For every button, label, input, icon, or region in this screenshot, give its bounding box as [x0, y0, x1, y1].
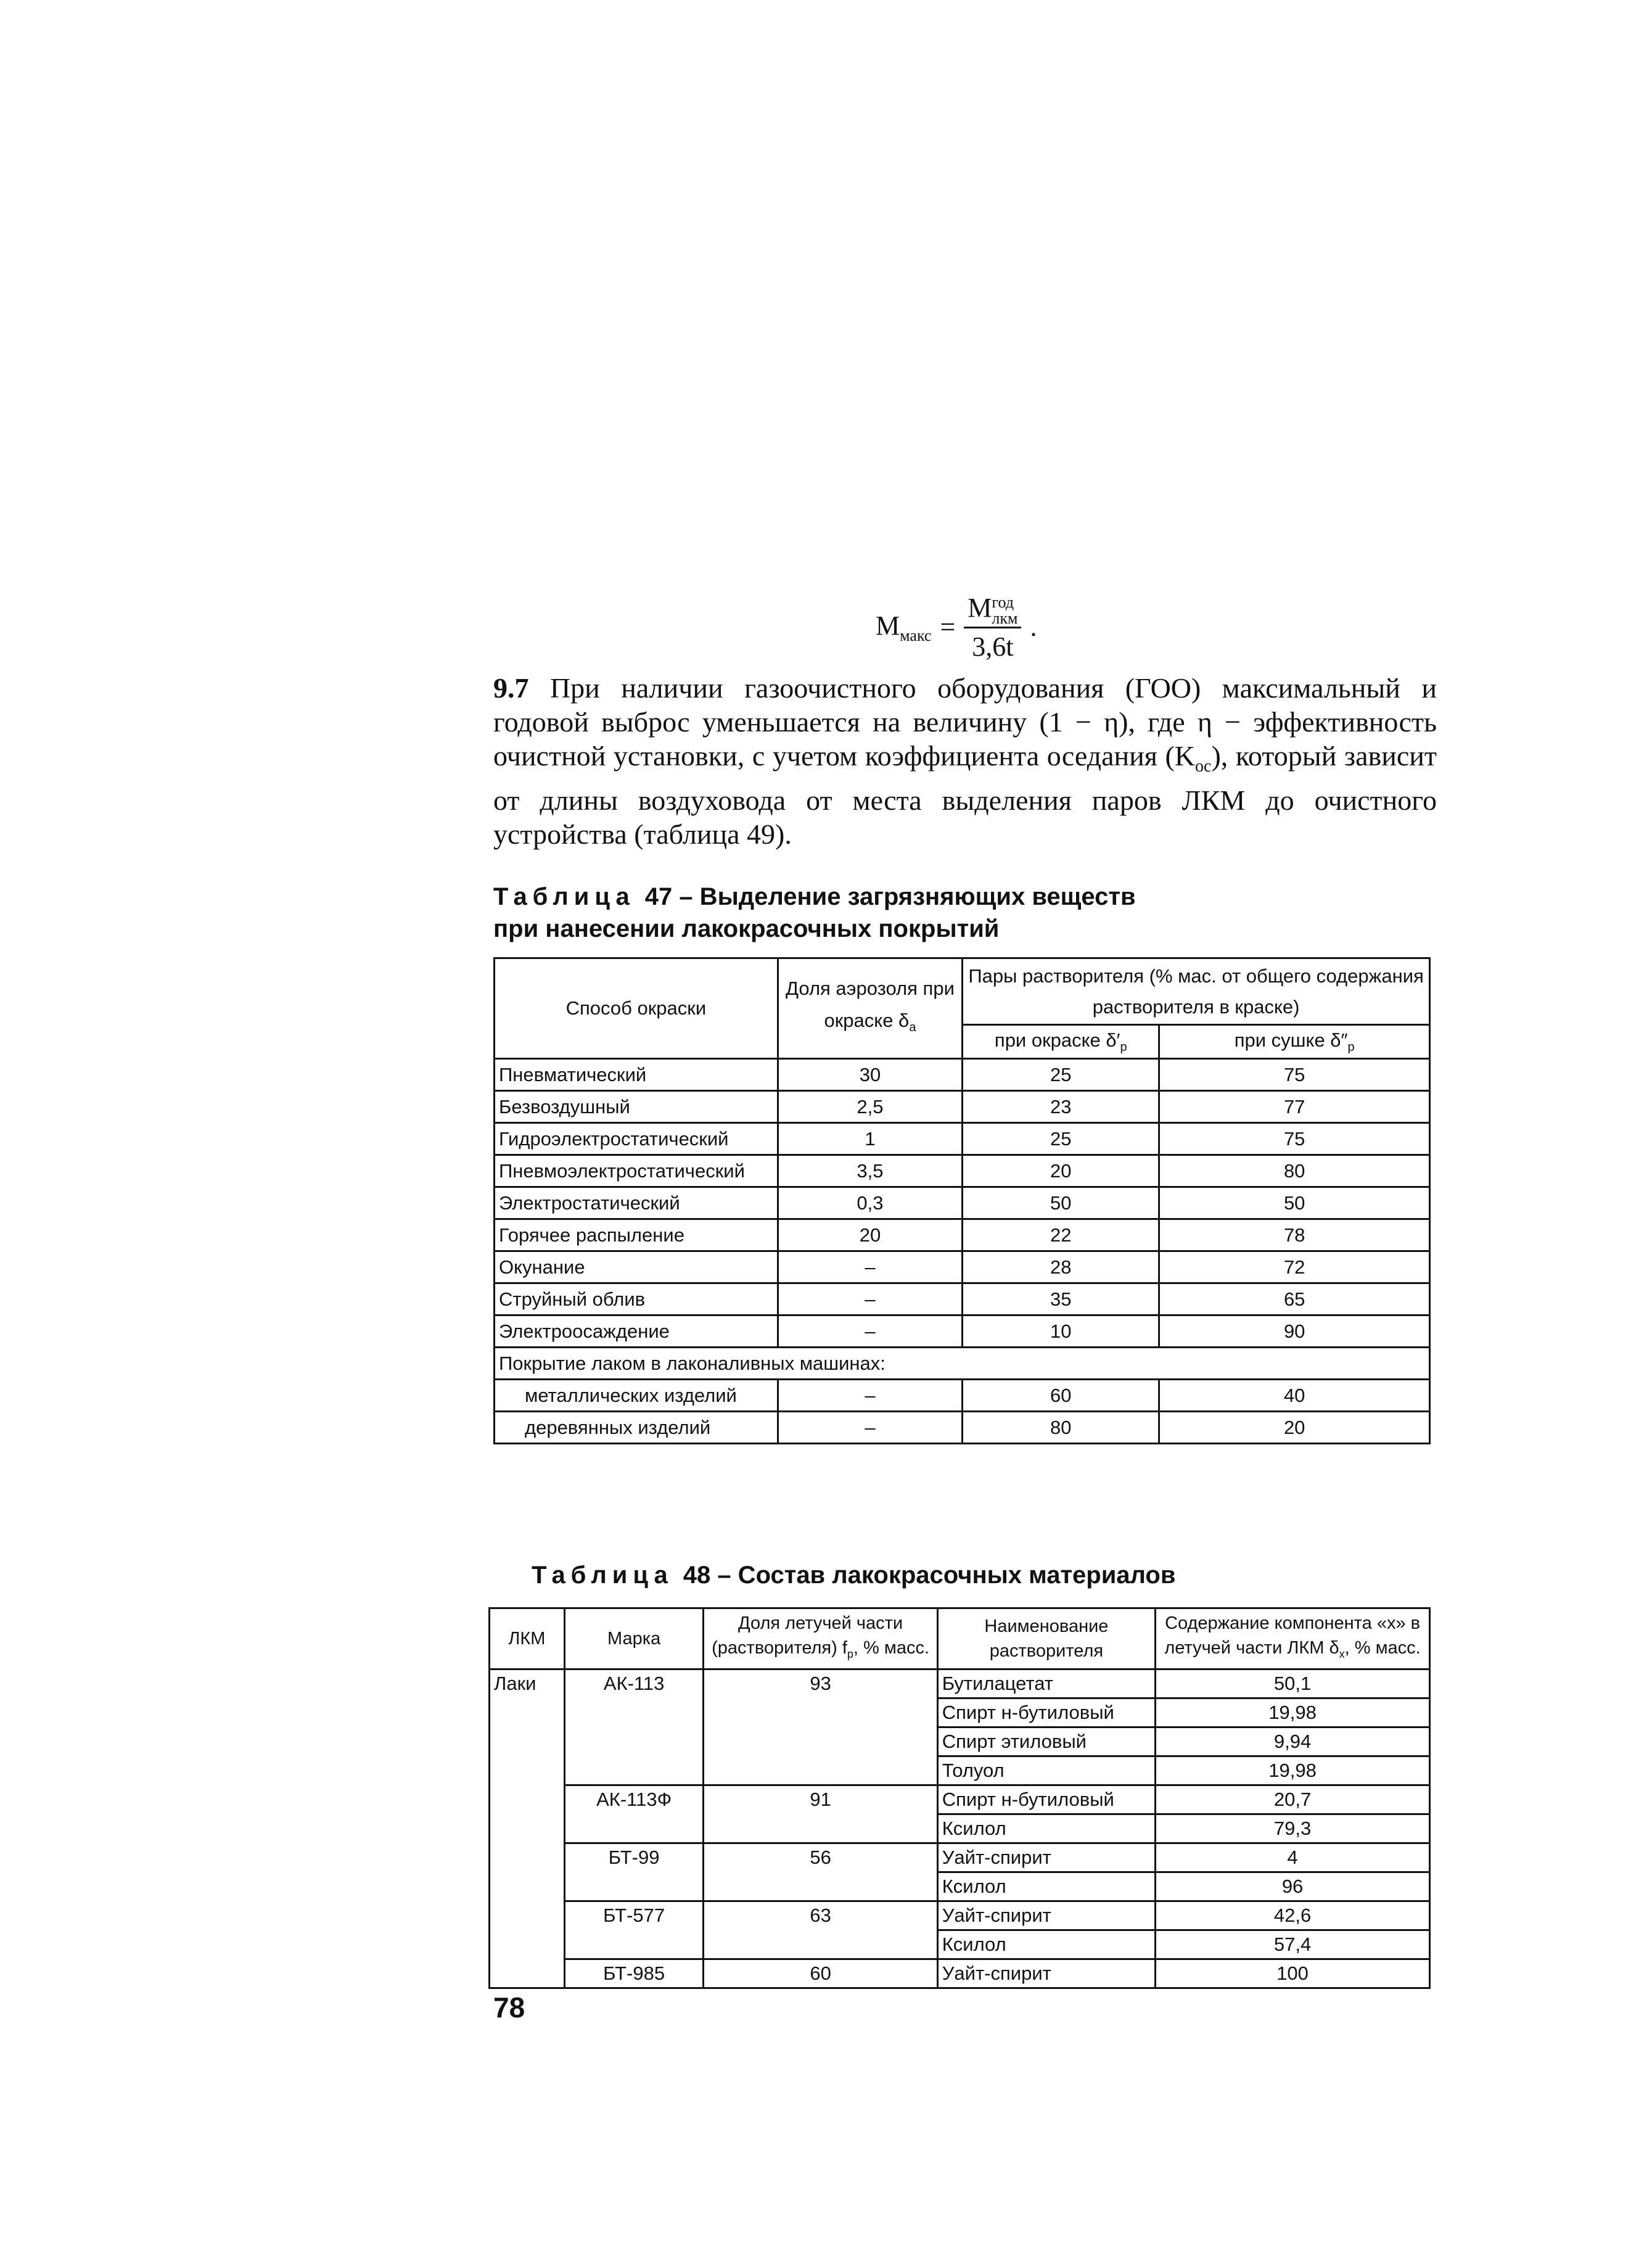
formula-equals: =: [940, 612, 956, 643]
table48-caption: [532, 1559, 1175, 1591]
table48-cell-brand: АК-113: [564, 1670, 704, 1698]
table47-cell-method: Гидроэлектростатический: [495, 1123, 778, 1155]
table48-cell-volatile: [704, 1756, 937, 1785]
table48-caption-text: 48 – Состав лакокрасочных материалов: [683, 1562, 1176, 1589]
table47-cell-drying: 75: [1159, 1059, 1430, 1091]
table47-header-method: Способ окраски: [495, 958, 778, 1059]
table48-cell-brand: [564, 1698, 704, 1727]
table48-cell-volatile: [704, 1930, 937, 1959]
formula-lhs: $M_{макс}$: [876, 610, 932, 644]
table48-header-solvent: Наименование растворителя: [937, 1608, 1155, 1670]
table47-cell-aerosol: 30: [778, 1059, 962, 1091]
table47-cell-painting: 10: [963, 1315, 1159, 1348]
table47-cell-aerosol: –: [778, 1315, 962, 1348]
table-row: [495, 1380, 1430, 1412]
table48-header-row: [490, 1608, 1430, 1670]
table47-cell-drying: 90: [1159, 1315, 1430, 1348]
formula-mmax: [876, 592, 1037, 662]
table48-header-lkm: ЛКМ: [490, 1608, 565, 1670]
table47-cell-painting: 50: [963, 1187, 1159, 1219]
table47-cell-aerosol: 20: [778, 1219, 962, 1251]
table47-cell-painting: 20: [963, 1155, 1159, 1187]
table48-cell-brand: БТ-99: [564, 1843, 704, 1872]
table-row: [490, 1756, 1430, 1785]
table48-cell-volatile: 63: [704, 1901, 937, 1930]
table48-cell-content: 4: [1156, 1843, 1430, 1872]
page-number: 78: [493, 1991, 525, 2024]
table48-cell-volatile: 93: [704, 1670, 937, 1698]
table48-cell-brand: [564, 1930, 704, 1959]
table48: [488, 1607, 1431, 1989]
table48-cell-solvent: Ксилол: [937, 1872, 1155, 1901]
table-row: [495, 1091, 1430, 1123]
table47-group-row: [495, 1348, 1430, 1380]
table48-cell-content: 19,98: [1156, 1698, 1430, 1727]
table47-header-painting: при окраске $\delta'_p$: [963, 1025, 1159, 1059]
table48-header-volatile: Доля летучей части (растворителя) $f_p$, % масс.: [704, 1608, 937, 1670]
table47-cell-drying: 78: [1159, 1219, 1430, 1251]
formula-numerator: M год лкм: [964, 592, 1021, 628]
table47-cell-aerosol: –: [778, 1380, 962, 1412]
table-row: [490, 1901, 1430, 1930]
table47-cell-drying: 77: [1159, 1091, 1430, 1123]
table47-header-drying: при сушке $\delta''_p$: [1159, 1025, 1430, 1059]
table-row: [495, 1059, 1430, 1091]
formula-fraction: [964, 592, 1021, 662]
table47-group-label: Покрытие лаком в лаконаливных машинах:: [495, 1348, 1430, 1380]
table47-cell-method: Электроосаждение: [495, 1315, 778, 1348]
table-row: [495, 1155, 1430, 1187]
table48-cell-solvent: Ксилол: [937, 1814, 1155, 1843]
table47-header-aerosol: Доля аэрозоля при окраске $\delta_a$: [778, 958, 962, 1059]
table48-caption-word: Таблица: [532, 1562, 673, 1589]
table47-cell-method: Пневматический: [495, 1059, 778, 1091]
table48-cell-brand: [564, 1727, 704, 1756]
table-row: [495, 1123, 1430, 1155]
table47-caption-text: 47 – Выделение загрязняющих веществ: [644, 883, 1136, 910]
table47-cell-method: Окунание: [495, 1251, 778, 1283]
table48-cell-solvent: Бутилацетат: [937, 1670, 1155, 1698]
paragraph-9-7: [493, 671, 1437, 851]
table47-cell-aerosol: –: [778, 1283, 962, 1315]
table47-header-vapors: Пары растворителя (% мас. от общего содержания растворителя в краске): [963, 958, 1430, 1025]
table47-cell-painting: 80: [963, 1412, 1159, 1444]
table47-header-row-1: [495, 958, 1430, 1025]
table47-cell-painting: 22: [963, 1219, 1159, 1251]
table48-cell-content: 96: [1156, 1872, 1430, 1901]
table-row: [495, 1315, 1430, 1348]
table48-cell-content: 9,94: [1156, 1727, 1430, 1756]
table-row: [490, 1872, 1430, 1901]
table-row: [490, 1959, 1430, 1988]
table48-cell-brand: БТ-985: [564, 1959, 704, 1988]
paragraph-text: При наличии газоочистного оборудования (ГОО) максимальный и годовой выброс уменьшается на величину (1 − η), где η − эффективность очистной установки, с учетом коэффициента оседания (K: [493, 672, 1437, 772]
table48-cell-volatile: [704, 1814, 937, 1843]
table47-cell-method: Горячее распыление: [495, 1219, 778, 1251]
table48-cell-content: 100: [1156, 1959, 1430, 1988]
table48-cell-solvent: Спирт этиловый: [937, 1727, 1155, 1756]
table47-cell-drying: 72: [1159, 1251, 1430, 1283]
table48-cell-solvent: Уайт-спирит: [937, 1843, 1155, 1872]
table-row: [495, 1219, 1430, 1251]
table47-cell-painting: 25: [963, 1123, 1159, 1155]
table47-caption: [493, 881, 1136, 945]
table-row: [495, 1251, 1430, 1283]
table-row: [490, 1727, 1430, 1756]
table47-cell-drying: 80: [1159, 1155, 1430, 1187]
table48-cell-brand: [564, 1756, 704, 1785]
table48-cell-content: 20,7: [1156, 1785, 1430, 1814]
table48-cell-content: 57,4: [1156, 1930, 1430, 1959]
table47-cell-method: Безвоздушный: [495, 1091, 778, 1123]
table47: [493, 957, 1431, 1444]
table48-cell-brand: [564, 1872, 704, 1901]
table47-cell-aerosol: 2,5: [778, 1091, 962, 1123]
table47-cell-painting: 35: [963, 1283, 1159, 1315]
table48-cell-volatile: [704, 1698, 937, 1727]
table47-cell-method: Пневмоэлектростатический: [495, 1155, 778, 1187]
table47-caption-word: Таблица: [493, 883, 635, 910]
table47-cell-aerosol: –: [778, 1412, 962, 1444]
table47-cell-aerosol: 1: [778, 1123, 962, 1155]
table48-cell-solvent: Уайт-спирит: [937, 1901, 1155, 1930]
formula-period: .: [1030, 612, 1037, 643]
table-row: [490, 1698, 1430, 1727]
table48-header-content: Содержание компонента «x» в летучей части ЛКМ $\delta_x$, % масс.: [1156, 1608, 1430, 1670]
table47-cell-method: Электростатический: [495, 1187, 778, 1219]
paragraph-sub: oc: [1195, 757, 1212, 776]
table-row: [490, 1785, 1430, 1814]
table47-cell-aerosol: 3,5: [778, 1155, 962, 1187]
table47-cell-drying: 20: [1159, 1412, 1430, 1444]
table-row: [495, 1187, 1430, 1219]
table47-cell-painting: 23: [963, 1091, 1159, 1123]
table-row: [495, 1412, 1430, 1444]
table48-cell-volatile: [704, 1727, 937, 1756]
table-row: [490, 1670, 1430, 1698]
table47-cell-painting: 25: [963, 1059, 1159, 1091]
table48-cell-content: 19,98: [1156, 1756, 1430, 1785]
table47-cell-painting: 28: [963, 1251, 1159, 1283]
table48-cell-solvent: Спирт н-бутиловый: [937, 1785, 1155, 1814]
table48-cell-brand: [564, 1814, 704, 1843]
table47-cell-method: деревянных изделий: [495, 1412, 778, 1444]
table47-cell-method: металлических изделий: [495, 1380, 778, 1412]
table48-cell-volatile: 56: [704, 1843, 937, 1872]
table48-header-brand: Марка: [564, 1608, 704, 1670]
paragraph-text-2: ), который зависит от длины воздуховода от места выделения паров ЛКМ до очистного устройства (таблица 49).: [493, 740, 1437, 850]
table48-cell-volatile: 60: [704, 1959, 937, 1988]
table48-cell-content: 79,3: [1156, 1814, 1430, 1843]
table47-cell-drying: 50: [1159, 1187, 1430, 1219]
table47-cell-method: Струйный облив: [495, 1283, 778, 1315]
table47-cell-aerosol: 0,3: [778, 1187, 962, 1219]
table48-cell-solvent: Толуол: [937, 1756, 1155, 1785]
table-row: [490, 1843, 1430, 1872]
table-row: [490, 1814, 1430, 1843]
table48-cell-solvent: Ксилол: [937, 1930, 1155, 1959]
table48-cell-volatile: [704, 1872, 937, 1901]
table48-cell-content: 50,1: [1156, 1670, 1430, 1698]
table48-cell-volatile: 91: [704, 1785, 937, 1814]
formula-denominator: 3,6t: [972, 631, 1014, 662]
table48-cell-lkm: Лаки: [490, 1670, 565, 1988]
table48-cell-solvent: Уайт-спирит: [937, 1959, 1155, 1988]
table47-cell-aerosol: –: [778, 1251, 962, 1283]
table48-cell-brand: АК-113Ф: [564, 1785, 704, 1814]
table48-cell-solvent: Спирт н-бутиловый: [937, 1698, 1155, 1727]
table48-cell-content: 42,6: [1156, 1901, 1430, 1930]
table-row: [495, 1283, 1430, 1315]
table47-cell-painting: 60: [963, 1380, 1159, 1412]
table47-caption-text-2: при нанесении лакокрасочных покрытий: [493, 915, 1000, 942]
table47-cell-drying: 65: [1159, 1283, 1430, 1315]
table47-cell-drying: 40: [1159, 1380, 1430, 1412]
paragraph-number: 9.7: [493, 672, 529, 704]
table48-cell-brand: БТ-577: [564, 1901, 704, 1930]
table47-cell-drying: 75: [1159, 1123, 1430, 1155]
table-row: [490, 1930, 1430, 1959]
